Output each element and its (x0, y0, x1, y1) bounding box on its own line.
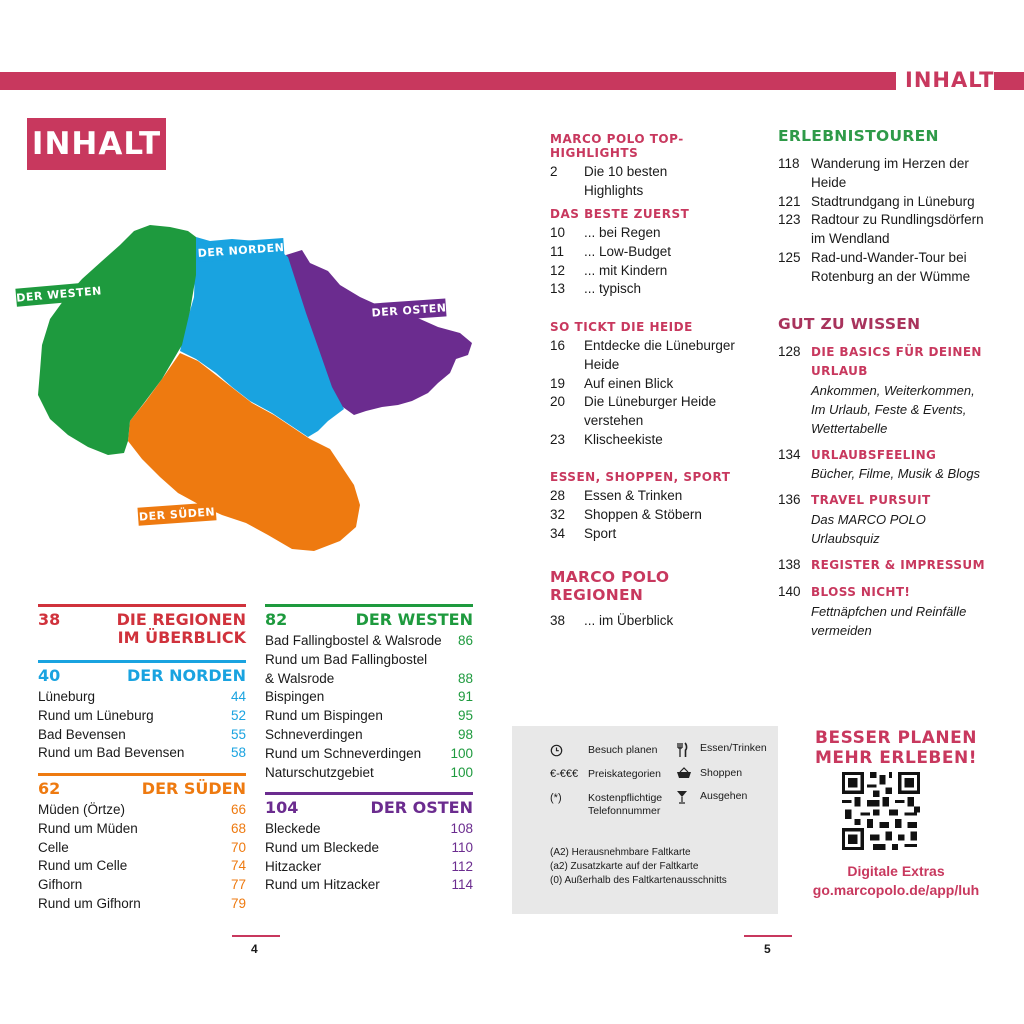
list-item[interactable]: Naturschutzgebiet 100 (265, 764, 473, 780)
section-heath-title: SO TICKT DIE HEIDE (550, 320, 693, 334)
toc-row[interactable]: 123 Radtour zu Rundlingsdörfern im Wendland (778, 212, 984, 247)
promo-subtitle (786, 862, 1006, 900)
page-rule-right (744, 935, 792, 937)
cutlery-icon (676, 742, 700, 761)
legend-footnote: (A2) Herausnehmbare Faltkarte (550, 847, 691, 858)
section-regions-title: MARCO POLO REGIONEN (550, 568, 670, 604)
toc-row[interactable]: 23 Klischeekiste (550, 431, 663, 447)
section-tours (778, 127, 988, 287)
toc-row[interactable]: 16 Entdecke die Lüneburger Heide (550, 338, 735, 372)
toc-row[interactable]: 13 ... typisch (550, 281, 642, 297)
toc-row[interactable]: 128 DIE BASICS FÜR DEINEN URLAUB Ankommen, Weiterkommen, Im Urlaub, Feste & Events, Wettertabelle (778, 344, 982, 436)
legend-item-food: Essen/Trinken (676, 742, 767, 761)
legend-footnote: (a2) Zusatzkarte auf der Faltkarte (550, 861, 699, 872)
list-item[interactable]: Rund um Celle 74 (38, 858, 246, 874)
list-item[interactable]: Lüneburg 44 (38, 689, 246, 704)
region-north-num: 40 (38, 666, 61, 685)
region-overview-name: DIE REGIONEN IM ÜBERBLICK (116, 610, 246, 647)
region-east-list (265, 820, 473, 895)
list-item[interactable]: Rund um Müden 68 (38, 820, 246, 836)
section-tours-title: ERLEBNISTOUREN (778, 127, 939, 145)
region-overview (38, 604, 246, 647)
region-south-num: 62 (38, 779, 61, 798)
legend-item-phone: (*) Kostenpflichtige Telefonnummer (550, 792, 663, 817)
region-west (265, 604, 473, 782)
top-bar-right (994, 72, 1024, 90)
section-highlights (550, 132, 750, 201)
cocktail-icon (676, 790, 700, 807)
legend-item-plan: Besuch planen (550, 744, 657, 760)
rule-overview (38, 604, 246, 607)
svg-text:DER SÜDEN: DER SÜDEN (138, 505, 216, 524)
toc-row[interactable]: 136 TRAVEL PURSUIT Das MARCO POLO Urlaubsquiz (778, 492, 931, 547)
promo-digital-extras: Digitale Extras (847, 863, 945, 879)
toc-row[interactable]: 34 Sport (550, 525, 617, 541)
list-item[interactable]: Bleckede 108 (265, 821, 473, 836)
region-west-list (265, 632, 473, 782)
region-west-num: 82 (265, 610, 288, 629)
list-item[interactable]: Gifhorn 77 (38, 877, 246, 893)
section-good-to-know-title: GUT ZU WISSEN (778, 315, 921, 333)
legend-item-shop: Shoppen (676, 767, 742, 782)
promo-title: BESSER PLANEN MEHR ERLEBEN! (815, 728, 977, 768)
region-map (10, 215, 480, 565)
list-item[interactable]: Rund um Bleckede 110 (265, 839, 473, 855)
legend-item-nightlife: Ausgehen (676, 790, 747, 807)
list-item[interactable]: Müden (Örtze) 66 (38, 802, 246, 817)
svg-text:DER OSTEN: DER OSTEN (371, 301, 447, 320)
toc-row[interactable]: 38 ... im Überblick (550, 613, 674, 628)
list-item[interactable]: Bad Bevensen 55 (38, 726, 246, 742)
section-highlights-title: MARCO POLO TOP-HIGHLIGHTS (550, 132, 684, 160)
map-label-south (137, 502, 216, 525)
top-bar-left (0, 72, 896, 90)
list-item[interactable]: Rund um Schneverdingen 100 (265, 745, 473, 761)
header-title: INHALT (905, 68, 995, 92)
toc-row[interactable]: 134 URLAUBSFEELING Bücher, Filme, Musik & Blogs (778, 446, 981, 482)
region-south (38, 773, 246, 914)
toc-row[interactable]: 11 ... Low-Budget (550, 243, 672, 259)
legend-footnote: (0) Außerhalb des Faltkartenausschnitts (550, 875, 727, 886)
page-number-right: 5 (764, 942, 771, 956)
clock-icon (550, 744, 588, 760)
region-east (265, 792, 473, 895)
toc-row[interactable]: 32 Shoppen & Stöbern (550, 506, 702, 522)
region-overview-num: 38 (38, 610, 61, 629)
list-item[interactable]: Bad Fallingbostel & Walsrode 86 (265, 633, 473, 648)
list-item[interactable]: Schneverdingen 98 (265, 726, 473, 742)
promo-link[interactable]: go.marcopolo.de/app/luh (812, 882, 980, 898)
region-east-name: DER OSTEN (370, 798, 473, 817)
toc-row[interactable]: 140 BLOSS NICHT! Fettnäpfchen und Reinfälle vermeiden (778, 583, 967, 638)
toc-row[interactable]: 118 Wanderung im Herzen der Heide (778, 156, 969, 190)
section-best-first (550, 207, 750, 299)
page-rule-left (232, 935, 280, 937)
region-south-list (38, 801, 246, 914)
section-best-first-title: DAS BESTE ZUERST (550, 207, 690, 221)
section-food-title: ESSEN, SHOPPEN, SPORT (550, 470, 731, 484)
list-item[interactable]: Celle 70 (38, 839, 246, 855)
toc-row[interactable]: 12 ... mit Kindern (550, 262, 668, 278)
toc-row[interactable]: 121 Stadtrundgang in Lüneburg (778, 193, 975, 209)
list-item[interactable]: Rund um Bad Bevensen 58 (38, 745, 246, 761)
list-item[interactable]: Rund um Lüneburg 52 (38, 707, 246, 723)
svg-text:DER NORDEN: DER NORDEN (197, 240, 285, 261)
section-heath (550, 320, 750, 450)
qr-code-icon[interactable] (842, 772, 920, 850)
svg-text:DER WESTEN: DER WESTEN (15, 284, 103, 305)
map-label-east (371, 298, 447, 321)
list-item[interactable]: Rund um Gifhorn 79 (38, 895, 246, 911)
basket-icon (676, 767, 700, 782)
region-west-name: DER WESTEN (355, 610, 473, 629)
list-item[interactable]: Rund um Hitzacker 114 (265, 877, 473, 893)
list-item[interactable]: Bispingen 91 (265, 689, 473, 705)
toc-row[interactable]: 2 Die 10 besten Highlights (550, 164, 668, 198)
list-item[interactable]: Rund um Bad Fallingbostel & Walsrode 88 (265, 651, 473, 686)
section-food (550, 470, 750, 543)
toc-row[interactable]: 138 REGISTER & IMPRESSUM (778, 557, 985, 573)
toc-row[interactable]: 125 Rad-und-Wander-Tour bei Rotenburg an der Wümme (778, 249, 971, 284)
list-item[interactable]: Hitzacker 112 (265, 858, 473, 874)
list-item[interactable]: Rund um Bispingen 95 (265, 708, 473, 724)
legend-box (512, 726, 778, 914)
toc-row[interactable]: 19 Auf einen Blick (550, 375, 674, 391)
section-good-to-know (778, 315, 988, 640)
legend-item-price: €-€€€ Preiskategorien (550, 768, 661, 780)
legend-footnotes (550, 846, 727, 888)
section-regions (550, 568, 760, 631)
page-title: INHALT (27, 118, 166, 170)
toc-row[interactable]: 28 Essen & Trinken (550, 488, 683, 503)
region-north (38, 660, 246, 763)
toc-row[interactable]: 20 Die Lüneburger Heide verstehen (550, 394, 717, 429)
toc-row[interactable]: 10 ... bei Regen (550, 225, 661, 240)
region-east-num: 104 (265, 798, 299, 817)
region-south-name: DER SÜDEN (141, 779, 246, 798)
page-number-left: 4 (251, 942, 258, 956)
region-north-name: DER NORDEN (126, 666, 246, 685)
region-north-list (38, 688, 246, 763)
